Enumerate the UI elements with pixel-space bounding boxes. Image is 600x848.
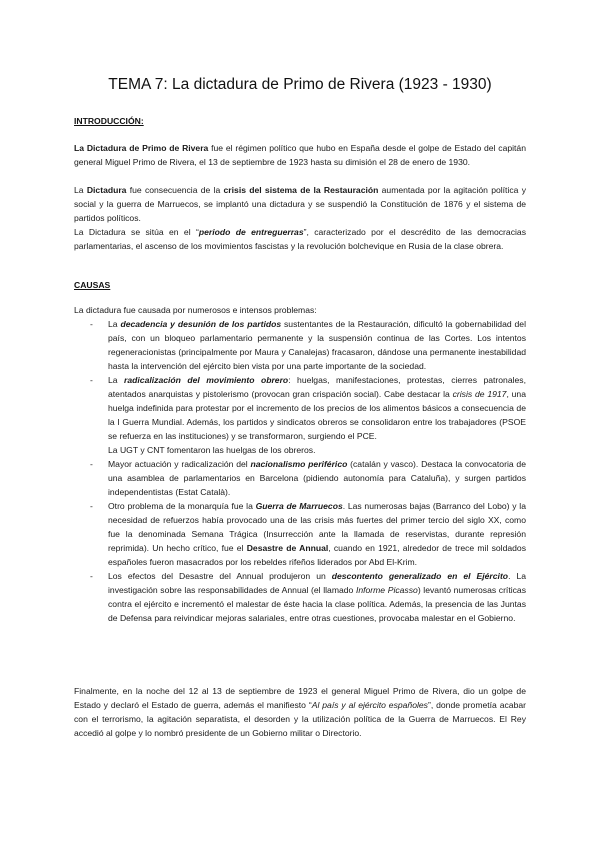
intro-heading: INTRODUCCIÓN: <box>74 116 144 126</box>
intro-p3-bold-italic: periodo de entreguerras <box>198 227 304 237</box>
intro-paragraph-2 <box>74 183 526 225</box>
item-text: : huelgas, manifestaciones, protestas, cierres patronales, atentados anarquistas y pistolerismo (provocan gran crispación social). Cabe destacar la <box>108 375 526 399</box>
list-item <box>74 499 526 569</box>
ugt-line: La UGT y CNT fomentaron las huelgas de los obreros. <box>108 445 316 455</box>
item-text: Otro problema de la monarquía fue la <box>108 501 256 511</box>
intro-p1-text: fue el régimen político que hubo en España desde el golpe de Estado del capitán general Miguel Primo de Rivera, el 13 de septiembre de 1923 hasta su dimisión el 28 de enero de 1930. <box>74 143 526 167</box>
list-item <box>74 317 526 373</box>
intro-p3-text-2: ”, caracterizado por el descrédito de las democracias parlamentarias, el ascenso de los movimientos fascistas y la revolución bolchevique en Rusia de la clase obrera. <box>74 227 526 251</box>
item-emphasis: nacionalismo periférico <box>250 459 348 469</box>
intro-p2-text-2: fue consecuencia de la <box>126 185 224 195</box>
item-text: , una huelga indefinida para protestar por el incremento de los precios de los alimentos básicos a consecuencia de la I Guerra Mundial. Además, los partidos y sindicatos obreros se consolidaron entre los trabajadores (PSOE se refuerza en las instituciones) y se transformaron, surgiendo el PCE. <box>108 389 526 441</box>
item-emphasis: decadencia y desunión de los partidos <box>120 319 282 329</box>
item-text: sustentantes de la Restauración, dificultó la gobernabilidad del país, con un bloqueo parlamentario permanente y la suspensión continua de las Cortes. Los intentos regeneracionistas (principalmente por Maura y Canalejas) fracasaron, dándose una permanente inestabilidad hasta la intervención del ejército bien vista por una parte importante de la sociedad. <box>108 319 526 371</box>
intro-p2-bold-1: Dictadura <box>86 185 127 195</box>
list-dash: - <box>90 375 93 385</box>
final-text-2: ”, donde prometía acabar con el terrorismo, la agitación separatista, el desorden y la utilización política de la Guerra de Marruecos. El Rey accedió al golpe y lo nombró presidente de un Gobierno militar o Directorio. <box>74 700 526 738</box>
final-italic: Al país y al ejército españoles <box>311 700 428 710</box>
item-text: (catalán y vasco). Destaca la convocatoria de una asamblea de parlamentarios en Barcelona (pidiendo autonomía para Cataluña), y surgen partidos independentistas (Estat Català). <box>108 459 526 497</box>
item-text: La <box>108 375 125 385</box>
intro-p3-text-1: La Dictadura se sitúa en el “ <box>74 227 199 237</box>
intro-paragraph-1 <box>74 141 526 169</box>
item-text: . La investigación sobre las responsabilidades de Annual (el llamado <box>108 571 526 595</box>
intro-p2-bold-2: crisis del sistema de la Restauración <box>223 185 379 195</box>
list-item <box>74 457 526 499</box>
final-text-1: Finalmente, en la noche del 12 al 13 de septiembre de 1923 el general Miguel Primo de Rivera, dio un golpe de Estado y declaró el Estado de guerra, además el manifiesto “ <box>74 686 526 710</box>
intro-paragraph-3 <box>74 225 526 253</box>
list-dash: - <box>90 319 93 329</box>
item-text: Mayor actuación y radicalización del <box>108 459 251 469</box>
list-item <box>74 373 526 443</box>
item-text: Los efectos del Desastre del Annual produjeron un <box>108 571 332 581</box>
causes-intro: La dictadura fue causada por numerosos e intensos problemas: <box>74 305 317 315</box>
item-text: La <box>108 319 121 329</box>
final-paragraph <box>74 684 526 740</box>
intro-p1-bold: La Dictadura de Primo de Rivera <box>74 143 209 153</box>
item-text: . Las numerosas bajas (Barranco del Lobo) y la necesidad de refuerzos había provocado una de las crisis más fuertes del primer tercio del siglo XX, como fue la denominada Semana Trágica (Insurrección ante la llamada de reservistas, durante represión reprimida). Un hecho crítico, fue el <box>108 501 526 553</box>
intro-p2-text-3: aumentada por la agitación política y social y la guerra de Marruecos, se implantó una dictadura y se suspendió la Constitución de 1876 y el sistema de partidos políticos. <box>74 185 526 223</box>
page-title: TEMA 7: La dictadura de Primo de Rivera (1923 - 1930) <box>108 76 492 93</box>
list-dash: - <box>90 459 93 469</box>
item-emphasis: descontento generalizado en el Ejército <box>331 571 509 581</box>
intro-p2-text-1: La <box>74 185 87 195</box>
item-text: , cuando en 1921, alrededor de trece mil soldados españoles fueron masacrados por los rebeldes rifeños liderados por Abd El-Krim. <box>108 543 526 567</box>
item-emphasis: Guerra de Marruecos <box>255 501 343 511</box>
item-italic: crisis de 1917 <box>452 389 507 399</box>
item-bold: Desastre de Annual <box>246 543 329 553</box>
item-text: ) levantó numerosas críticas contra el ejército e incrementó el malestar de éste hacia la clase política. Además, la presencia de las Juntas de Defensa para reivindicar mejoras salariales, entre otras cuestiones, provocaba malestar en el Gobierno. <box>108 585 526 623</box>
list-dash: - <box>90 571 93 581</box>
item-italic: Informe Picasso <box>355 585 418 595</box>
causes-heading: CAUSAS <box>74 280 111 290</box>
causes-list <box>74 303 526 625</box>
item-emphasis: radicalización del movimiento obrero <box>124 375 289 385</box>
list-dash: - <box>90 501 93 511</box>
list-item <box>74 569 526 625</box>
